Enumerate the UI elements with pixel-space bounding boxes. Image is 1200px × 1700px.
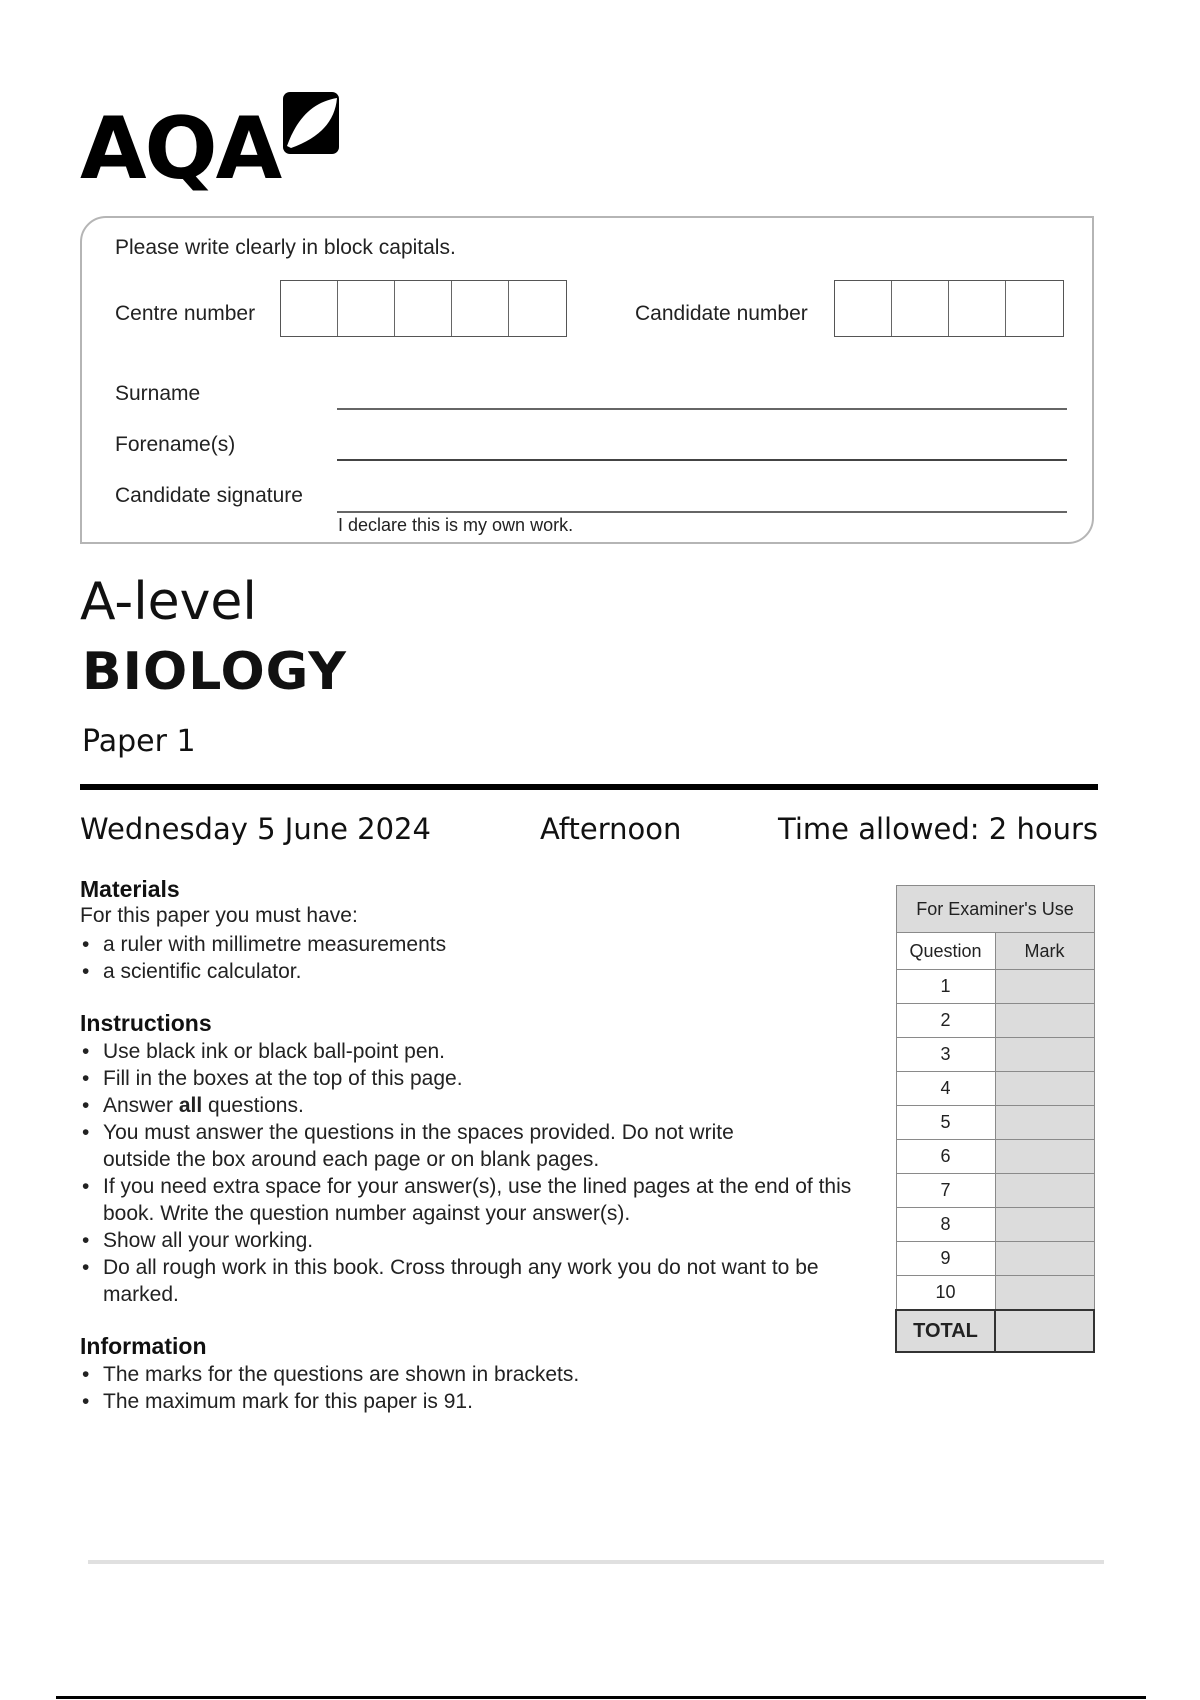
centre-number-digit-box[interactable] xyxy=(509,281,566,336)
list-item: • Use black ink or black ball-point pen. xyxy=(80,1038,860,1065)
total-mark-cell[interactable] xyxy=(995,1310,1094,1352)
mark-cell[interactable] xyxy=(995,970,1094,1004)
table-row xyxy=(896,1276,1094,1311)
materials-heading: Materials xyxy=(80,876,180,902)
list-item: • Show all your working. xyxy=(80,1227,860,1254)
question-number-cell: 8 xyxy=(896,1208,995,1242)
table-row xyxy=(896,1140,1094,1174)
session-row xyxy=(80,812,1098,852)
forenames-label: Forename(s) xyxy=(115,433,236,456)
aqa-logo xyxy=(80,92,342,199)
page-bottom-rule xyxy=(56,1696,1146,1699)
forenames-field[interactable] xyxy=(337,459,1067,461)
mark-cell[interactable] xyxy=(995,1004,1094,1038)
question-number-cell: 9 xyxy=(896,1242,995,1276)
surname-label: Surname xyxy=(115,382,201,405)
title-divider xyxy=(80,784,1098,790)
mark-cell[interactable] xyxy=(995,1208,1094,1242)
mark-column-header: Mark xyxy=(995,933,1094,970)
table-row xyxy=(896,1038,1094,1072)
mark-cell[interactable] xyxy=(995,1242,1094,1276)
instructions-heading: Instructions xyxy=(80,1010,212,1036)
materials-list xyxy=(80,931,780,985)
table-row xyxy=(896,1004,1094,1038)
emphasis-all: all xyxy=(178,1094,203,1117)
question-number-cell: 5 xyxy=(896,1106,995,1140)
examiners-use-title: For Examiner's Use xyxy=(896,886,1094,933)
centre-number-digit-box[interactable] xyxy=(452,281,509,336)
centre-number-digit-box[interactable] xyxy=(281,281,338,336)
candidate-number-label: Candidate number xyxy=(635,302,808,325)
materials-intro: For this paper you must have: xyxy=(80,904,358,927)
qualification-level: A-level xyxy=(80,572,257,632)
candidate-number-digit-box[interactable] xyxy=(1006,281,1063,336)
mark-cell[interactable] xyxy=(995,1140,1094,1174)
list-item: • If you need extra space for your answer(s), use the lined pages at the end of this book. Write the question number against your answer(s). xyxy=(80,1173,883,1227)
subject-title: BIOLOGY xyxy=(82,642,347,702)
block-capitals-instruction: Please write clearly in block capitals. xyxy=(115,236,456,259)
information-list xyxy=(80,1361,780,1415)
logo-text: AQA xyxy=(80,99,281,199)
centre-number-field[interactable] xyxy=(280,280,567,337)
question-number-cell: 7 xyxy=(896,1174,995,1208)
list-item: • a ruler with millimetre measurements xyxy=(80,931,780,958)
instructions-list xyxy=(80,1038,860,1308)
information-heading: Information xyxy=(80,1333,207,1359)
question-number-cell: 6 xyxy=(896,1140,995,1174)
question-number-cell: 2 xyxy=(896,1004,995,1038)
paper-number: Paper 1 xyxy=(82,724,196,759)
list-item: • The maximum mark for this paper is 91. xyxy=(80,1388,780,1415)
mark-cell[interactable] xyxy=(995,1106,1094,1140)
mark-cell[interactable] xyxy=(995,1038,1094,1072)
mark-cell[interactable] xyxy=(995,1072,1094,1106)
candidate-number-digit-box[interactable] xyxy=(949,281,1006,336)
centre-number-label: Centre number xyxy=(115,302,256,325)
exam-session: Afternoon xyxy=(540,812,682,846)
surname-field[interactable] xyxy=(337,408,1067,410)
list-item: • Do all rough work in this book. Cross through any work you do not want to be marked. xyxy=(80,1254,823,1308)
centre-number-digit-box[interactable] xyxy=(338,281,395,336)
table-row xyxy=(896,1174,1094,1208)
page-footer-rule xyxy=(88,1560,1104,1564)
table-row xyxy=(896,1242,1094,1276)
exam-date: Wednesday 5 June 2024 xyxy=(80,812,431,846)
signature-field[interactable] xyxy=(337,511,1067,513)
candidate-number-field[interactable] xyxy=(834,280,1064,337)
candidate-number-digit-box[interactable] xyxy=(892,281,949,336)
question-number-cell: 1 xyxy=(896,970,995,1004)
mark-cell[interactable] xyxy=(995,1276,1094,1311)
question-number-cell: 10 xyxy=(896,1276,995,1311)
list-item: • You must answer the questions in the spaces provided. Do not write outside the box around each page or on blank pages. xyxy=(80,1119,783,1173)
time-allowed: Time allowed: 2 hours xyxy=(778,812,1098,846)
table-row xyxy=(896,970,1094,1004)
examiners-use-table xyxy=(895,885,1095,1353)
candidate-number-digit-box[interactable] xyxy=(835,281,892,336)
signature-label: Candidate signature xyxy=(115,484,303,507)
candidate-details-form xyxy=(80,216,1094,544)
table-row xyxy=(896,1106,1094,1140)
aqa-leaf-logo-icon xyxy=(283,92,339,154)
mark-cell[interactable] xyxy=(995,1174,1094,1208)
table-row xyxy=(896,1072,1094,1106)
question-column-header: Question xyxy=(896,933,995,970)
list-item: • The marks for the questions are shown in brackets. xyxy=(80,1361,780,1388)
list-item: • a scientific calculator. xyxy=(80,958,780,985)
table-row xyxy=(896,1208,1094,1242)
centre-number-digit-box[interactable] xyxy=(395,281,452,336)
list-item: • Answer all questions. xyxy=(80,1092,860,1119)
question-number-cell: 3 xyxy=(896,1038,995,1072)
list-item: • Fill in the boxes at the top of this page. xyxy=(80,1065,860,1092)
question-number-cell: 4 xyxy=(896,1072,995,1106)
declaration-text: I declare this is my own work. xyxy=(338,515,574,535)
total-label: TOTAL xyxy=(896,1310,995,1352)
